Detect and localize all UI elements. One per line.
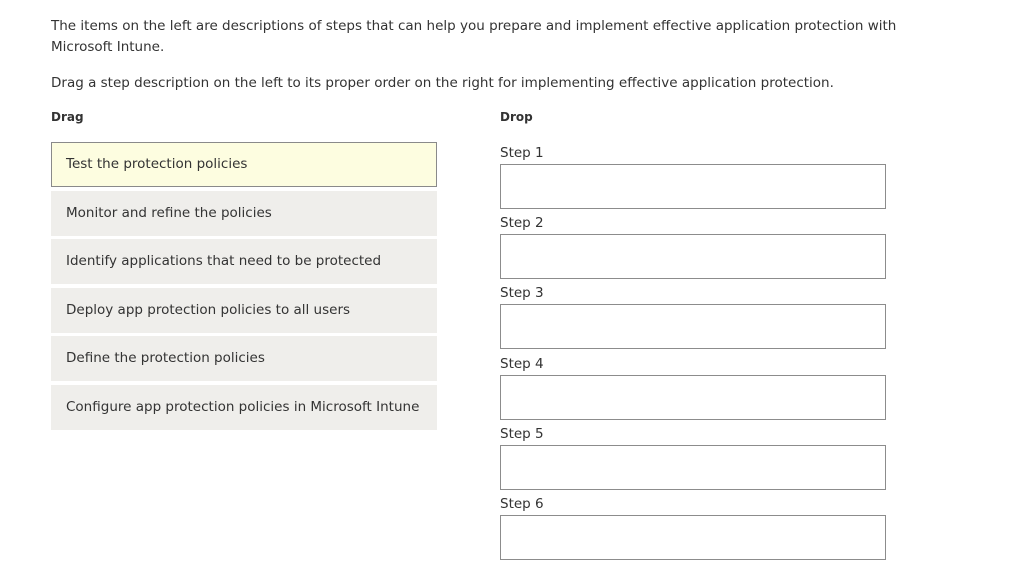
drop-target-step-2[interactable]: [500, 234, 886, 279]
drop-column-header: Drop: [500, 110, 533, 124]
drop-target-step-1[interactable]: [500, 164, 886, 209]
drag-item-deploy-policies[interactable]: Deploy app protection policies to all users: [51, 288, 437, 333]
drop-step-label: Step 4: [500, 356, 544, 372]
drop-step-2: [500, 213, 886, 279]
drop-step-4: [500, 354, 886, 420]
drop-step-label: Step 3: [500, 285, 544, 301]
drag-item-identify-apps[interactable]: Identify applications that need to be protected: [51, 239, 437, 284]
intro-text: The items on the left are descriptions of steps that can help you prepare and implement effective application protection with Microsoft Intune.: [51, 18, 897, 55]
drop-step-label: Step 6: [500, 496, 544, 512]
drop-step-label: Step 1: [500, 145, 544, 161]
drag-item-define-policies[interactable]: Define the protection policies: [51, 336, 437, 381]
drag-column-header: Drag: [51, 110, 84, 124]
drop-target-step-3[interactable]: [500, 304, 886, 349]
instruction-text: Drag a step description on the left to its proper order on the right for implementing effective application protection.: [51, 75, 834, 91]
drop-target-step-4[interactable]: [500, 375, 886, 420]
drop-step-6: [500, 494, 886, 560]
drop-step-3: [500, 283, 886, 349]
drop-target-step-5[interactable]: [500, 445, 886, 490]
drop-step-label: Step 2: [500, 215, 544, 231]
drop-target-step-6[interactable]: [500, 515, 886, 560]
drop-step-label: Step 5: [500, 426, 544, 442]
drop-step-1: [500, 143, 886, 209]
drag-item-configure-policies[interactable]: Configure app protection policies in Microsoft Intune: [51, 385, 437, 430]
drag-source-list: [51, 142, 437, 434]
drop-step-5: [500, 424, 886, 490]
drag-item-test-policies[interactable]: Test the protection policies: [51, 142, 437, 187]
drag-item-monitor-refine[interactable]: Monitor and refine the policies: [51, 191, 437, 236]
